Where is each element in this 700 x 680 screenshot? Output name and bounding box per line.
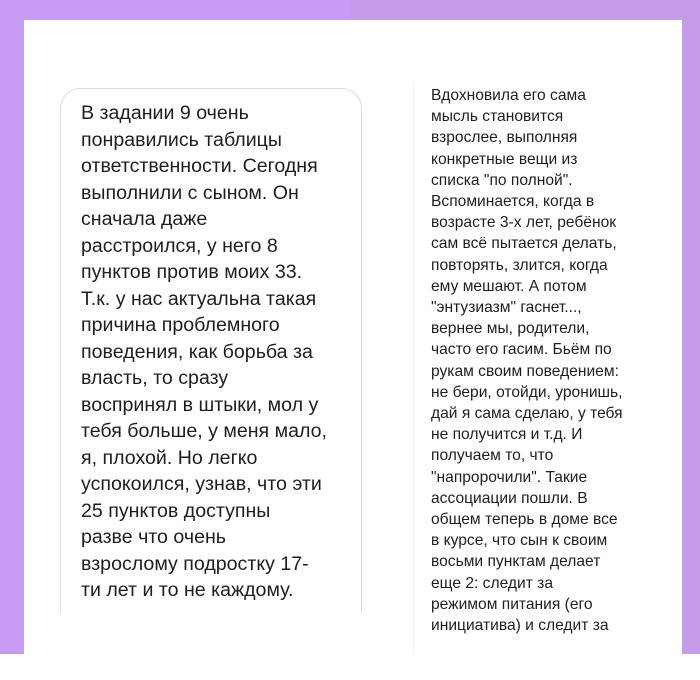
message-line: дай я сама сделаю, у тебя: [431, 405, 623, 423]
message-line: Т.к. у нас актуальна такая: [81, 287, 317, 310]
message-line: расстроился, у него 8: [81, 234, 278, 257]
message-line: власть, то сразу: [81, 367, 229, 389]
message-line: возрасте 3-х лет, ребёнок: [431, 214, 617, 232]
message-line: выполнили с сыном. Он: [81, 181, 299, 204]
message-line: взрослому подростку 17-: [81, 552, 309, 575]
message-line: В задании 9 очень: [81, 102, 249, 124]
message-line: ответственности. Сегодня: [81, 155, 318, 177]
message-line: "напророчили". Такие: [431, 468, 588, 486]
message-line: понравились таблицы: [81, 128, 282, 151]
message-line: разве что очень: [81, 526, 226, 548]
message-line: мысль становится: [431, 108, 564, 126]
message-line: тебя больше, у меня мало,: [81, 420, 327, 442]
right-message-text: [431, 85, 681, 636]
message-line: ассоциации пошли. В: [431, 489, 588, 507]
left-message-text: [81, 100, 356, 604]
message-line: поведения, как борьба за: [81, 340, 313, 363]
message-line: конкретные вещи из: [431, 150, 578, 168]
message-line: взрослее, выполняя: [431, 129, 578, 147]
message-line: причина проблемного: [81, 314, 280, 336]
message-line: не бери, отойди, уронишь,: [431, 383, 623, 401]
message-line: 25 пунктов доступны: [81, 499, 271, 522]
message-line: Вдохновила его сама: [431, 87, 586, 104]
message-line: воспринял в штыки, мол у: [81, 393, 319, 416]
message-line: ти лет и то не каждому.: [81, 579, 294, 601]
message-line: "энтузиазм" гаснет...,: [431, 299, 582, 317]
message-line: повторять, злится, когда: [431, 256, 608, 274]
message-line: пунктов против моих 33.: [81, 261, 303, 283]
right-column-divider: [413, 82, 414, 654]
bubble-bottom-mask: [40, 612, 380, 662]
message-line: я, плохой. Но легко: [81, 446, 258, 469]
message-line: успокоился, узнав, что эти: [81, 473, 322, 495]
message-line: Вспоминается, когда в: [431, 193, 595, 211]
message-line: в курсе, что сын к своим: [431, 532, 608, 550]
message-line: восьми пунктам делает: [431, 553, 601, 571]
message-line: вернее мы, родители,: [431, 320, 590, 338]
message-line: ему мешают. А потом: [431, 277, 587, 295]
message-line: сначала даже: [81, 208, 208, 230]
message-line: часто его гасим. Бьём по: [431, 341, 612, 359]
message-line: сам всё пытается делать,: [431, 235, 617, 253]
message-line: еще 2: следит за: [431, 574, 554, 592]
message-line: режимом питания (его: [431, 595, 593, 613]
message-line: получаем то, что: [431, 447, 554, 465]
message-line: общем теперь в доме все: [431, 511, 618, 529]
message-line: не получится и т.д. И: [431, 426, 583, 444]
message-line: рукам своим поведением:: [431, 362, 619, 380]
message-line: списка "по полной".: [431, 171, 573, 189]
message-line: инициатива) и следит за: [431, 617, 609, 635]
